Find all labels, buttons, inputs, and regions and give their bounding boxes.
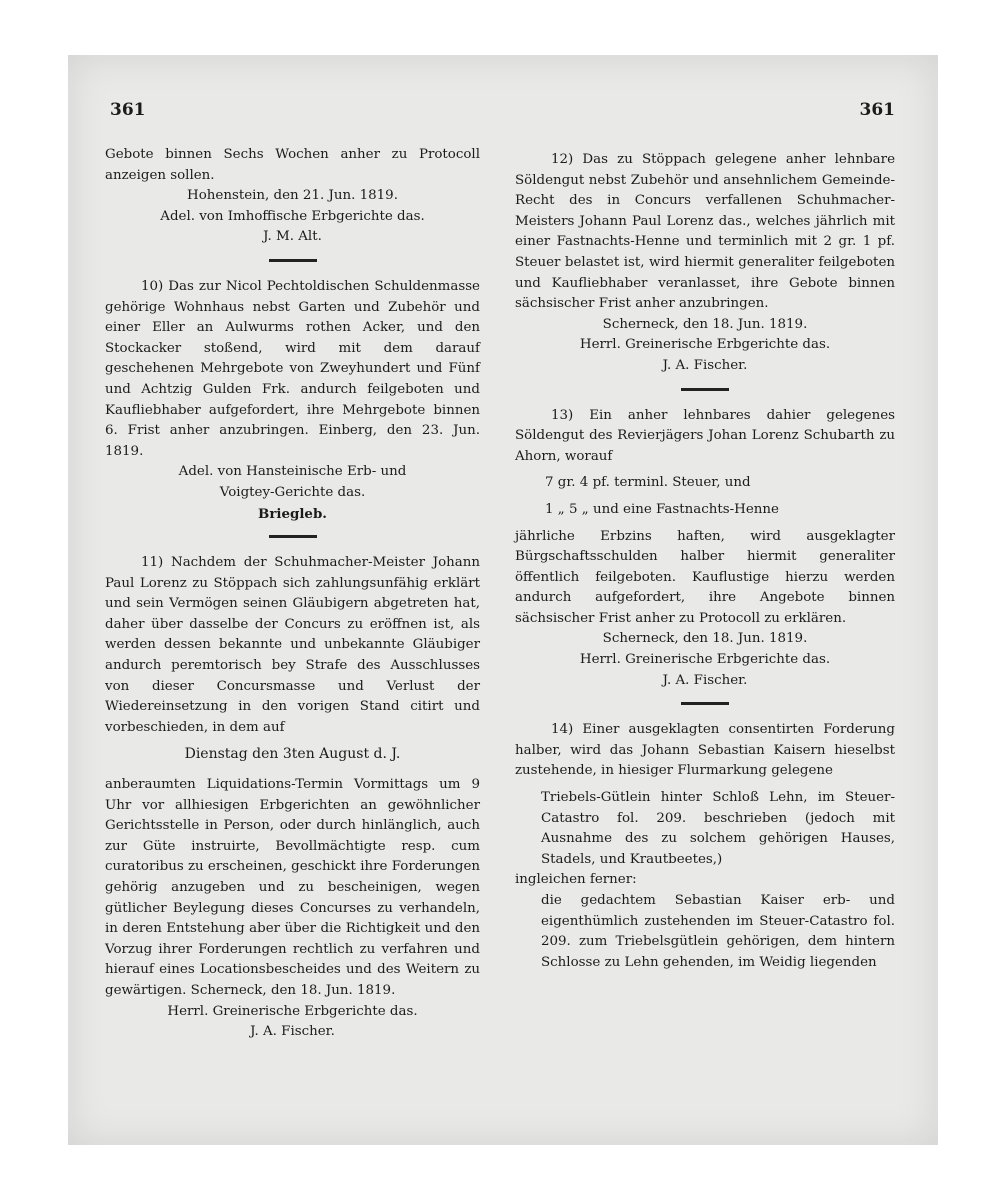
notice-12-court: Herrl. Greinerische Erbgerichte das. (579, 337, 831, 353)
notice-10-signer: Briegleb. (258, 505, 327, 522)
signer-name: J. M. Alt. (263, 229, 322, 245)
right-column (515, 150, 895, 973)
court-name: Adel. von Imhoffische Erbgerichte das. (160, 208, 425, 224)
section-divider (269, 535, 317, 538)
notice-13-tax-line: 7 gr. 4 pf. terminl. Steuer, und (545, 475, 751, 491)
notice-11-date: Dienstag den 3ten August d. J. (184, 746, 401, 763)
notice-14-property-a: Triebels-Gütlein hinter Schloß Lehn, im Steuer-Catastro fol. 209. beschrieben (jedoch mit Ausnahme des zu solchem gehörigen Hauses, Stadels, und Krautbeetes,) (541, 790, 895, 867)
section-divider (269, 259, 317, 262)
notice-12: 12) Das zu Stöppach gelegene anher lehnbare Söldengut nebst Zubehör und ansehnlichem Gemeinde-Recht des in Concurs verfallenen Schuhmacher-Meisters Johann Paul Lorenz das., welches jährlich mit einer Fastnachts-Henne und terminlich mit 2 gr. 1 pf. Steuer belastet ist, wird hiermit generaliter feilgeboten und Kaufliebhaber veranlasset, ihre Gebote binnen sächsischer Frist anher anzubringen. (515, 152, 895, 312)
left-page-number: 361 (110, 100, 146, 120)
notice-13-court: Herrl. Greinerische Erbgerichte das. (579, 652, 831, 668)
section-divider (681, 388, 729, 391)
notice-11-court: Herrl. Greinerische Erbgerichte das. (167, 1003, 418, 1019)
notice-11-continuation: anberaumten Liquidations-Termin Vormittags um 9 Uhr vor allhiesigen Erbgerichten an gewöhnlicher Gerichtsstelle in Person, oder durch hinlänglich, auch zur Güte instruirte, Bevollmächtigte resp. cum curatoribus zu erscheinen, geschickt ihre Forderungen gehörig anzugeben und zu bescheinigen, wegen gütlicher Beylegung dieses Concurses zu verhandeln, in deren Entstehung aber über die Richtigkeit und den Vorzug ihrer Forderungen rechtlich zu verfahren und hierauf eines Locationsbescheides und des Weitern zu gewärtigen. Scherneck, den 18. Jun. 1819. (105, 777, 480, 998)
notice-14-ingleichen: ingleichen ferner: (515, 872, 637, 888)
notice-14: 14) Einer ausgeklagten consentirten Forderung halber, wird das Johann Sebastian Kaisern hieselbst zustehende, in hiesiger Flurmarkung gelegene (515, 722, 895, 779)
place-date: Hohenstein, den 21. Jun. 1819. (187, 188, 398, 204)
notice-10-court-1: Adel. von Hansteinische Erb- und (178, 464, 407, 480)
right-page-number: 361 (859, 100, 895, 120)
notice-10-court-2: Voigtey-Gerichte das. (219, 484, 366, 500)
left-column (105, 145, 480, 1043)
notice-13-place-date: Scherneck, den 18. Jun. 1819. (602, 631, 808, 647)
notice-13-continuation: jährliche Erbzins haften, wird ausgeklagter Bürgschaftsschulden halber hiermit generaliter öffentlich feilgeboten. Kauflustige hierzu werden andurch aufgefordert, ihre Angebote binnen sächsischer Frist anher zu Protocoll zu erklären. (515, 528, 895, 626)
notice-13-signer: J. A. Fischer. (662, 672, 748, 688)
notice-10: 10) Das zur Nicol Pechtoldischen Schuldenmasse gehörige Wohnhaus nebst Garten und Zubehör und einer Eller an Aulwurms rothen Acker, und den Stockacker stoßend, wird mit dem darauf geschehenen Mehrgebote von Zweyhundert und Fünf und Achtzig Gulden Frk. andurch feilgeboten und Kaufliebhaber aufgefordert, ihre Mehrgebote binnen 6. Frist anher anzubringen. Einberg, den 23. Jun. 1819. (105, 278, 480, 459)
notice-13-hen-line: 1 „ 5 „ und eine Fastnachts-Henne (545, 501, 779, 517)
notice-12-place-date: Scherneck, den 18. Jun. 1819. (602, 316, 808, 332)
notice-14-property-b: die gedachtem Sebastian Kaiser erb- und eigenthümlich zustehenden im Steuer-Catastro fol. 209. zum Triebelsgütlein gehörigen, dem hintern Schlosse zu Lehn gehenden, im Weidig liegenden (541, 893, 895, 970)
document-page (105, 100, 895, 1060)
intro-paragraph: Gebote binnen Sechs Wochen anher zu Protocoll anzeigen sollen. (105, 147, 480, 183)
section-divider (681, 702, 729, 705)
notice-11-signer: J. A. Fischer. (250, 1024, 335, 1040)
notice-11: 11) Nachdem der Schuhmacher-Meister Johann Paul Lorenz zu Stöppach sich zahlungsunfähig erklärt und sein Vermögen seinen Gläubigern abgetreten hat, daher über dasselbe der Concurs zu eröffnen ist, als werden dessen bekannte und unbekannte Gläubiger andurch peremtorisch bey Strafe des Ausschlusses von dieser Concursmasse und Verlust der Wiedereinsetzung in den vorigen Stand citirt und vorbeschieden, in dem auf (105, 555, 480, 735)
notice-12-signer: J. A. Fischer. (662, 357, 748, 373)
notice-13: 13) Ein anher lehnbares dahier gelegenes Söldengut des Revierjägers Johan Lorenz Schubarth zu Ahorn, worauf (515, 407, 895, 464)
